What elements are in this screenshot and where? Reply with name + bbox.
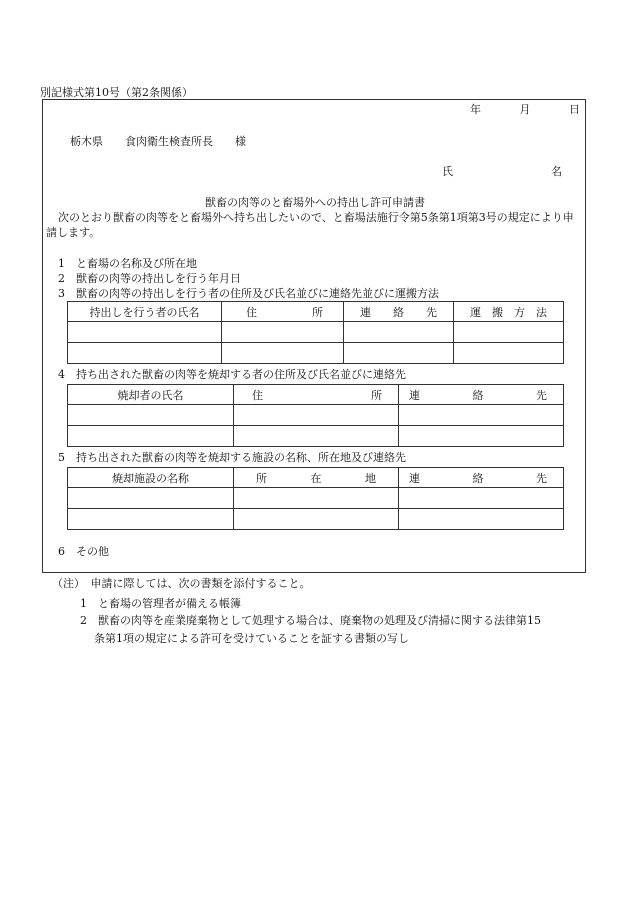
facility-col-location-c: 地 [365, 471, 376, 485]
table-row [68, 322, 564, 343]
note-2-continued: 条第1項の規定による許可を受けていることを証する書類の写し [94, 632, 409, 645]
facility-col-location [234, 468, 399, 488]
carrier-col-transport: 運 搬 方 法 [454, 302, 564, 322]
incinerator-col-address-a: 住 [252, 388, 263, 402]
applicant-given-label: 名 [551, 165, 562, 178]
incinerator-col-contact [399, 385, 564, 405]
facility-name-cell[interactable] [68, 488, 234, 509]
facility-location-cell[interactable] [234, 488, 399, 509]
incinerator-person-table [67, 384, 564, 447]
facility-col-contact-b: 絡 [472, 471, 484, 485]
carrier-transport-cell[interactable] [454, 322, 564, 343]
item-1: 1 と畜場の名称及び所在地 [58, 257, 197, 270]
date-day: 日 [569, 103, 580, 116]
table-row [68, 509, 564, 530]
carrier-transport-cell[interactable] [454, 343, 564, 364]
incinerator-col-contact-b: 絡 [472, 388, 484, 402]
facility-name-cell[interactable] [68, 509, 234, 530]
addressee-prefecture: 栃木県 [70, 135, 103, 148]
incinerator-col-name: 焼却者の氏名 [68, 385, 234, 405]
note-2: 2 獣畜の肉等を産業廃棄物として処理する場合は、廃棄物の処理及び清掃に関する法律第15 [80, 614, 541, 627]
addressee-office: 食肉衛生検査所長 [125, 135, 213, 148]
incinerator-contact-cell[interactable] [399, 426, 564, 447]
item-3: 3 獣畜の肉等の持出しを行う者の住所及び氏名並びに連絡先並びに運搬方法 [58, 287, 439, 300]
incinerator-address-cell[interactable] [234, 426, 399, 447]
item-5: 5 持ち出された獣畜の肉等を焼却する施設の名称、所在地及び連絡先 [58, 451, 406, 464]
notes-header: （注） 申請に際しては、次の書類を添付すること。 [52, 577, 311, 590]
applicant-family-label: 氏 [442, 165, 453, 178]
carrier-contact-cell[interactable] [344, 322, 454, 343]
facility-table [67, 467, 564, 530]
incinerator-col-contact-a: 連 [409, 388, 420, 402]
facility-col-contact-a: 連 [409, 471, 420, 485]
addressee [70, 135, 268, 149]
document-title: 獣畜の肉等のと畜場外への持出し許可申請書 [205, 196, 425, 209]
form-label: 別記様式第10号（第2条関係） [40, 86, 193, 99]
addressee-honorific: 様 [235, 135, 246, 148]
carrier-col-address-b: 所 [312, 305, 323, 319]
carrier-col-address-a: 住 [246, 305, 257, 319]
incinerator-name-cell[interactable] [68, 405, 234, 426]
incinerator-col-address [234, 385, 399, 405]
incinerator-address-cell[interactable] [234, 405, 399, 426]
incinerator-col-contact-c: 先 [536, 388, 547, 402]
carrier-address-cell[interactable] [222, 322, 344, 343]
facility-col-location-b: 在 [310, 471, 322, 485]
carrier-col-name: 持出しを行う者の氏名 [68, 302, 222, 322]
body-text: 次のとおり獣畜の肉等をと畜場外へ持ち出したいので、と畜場法施行令第5条第1項第3号の規定により申請します。 [46, 211, 574, 239]
table-row [68, 426, 564, 447]
item-2: 2 獣畜の肉等の持出しを行う年月日 [58, 272, 241, 285]
facility-contact-cell[interactable] [399, 488, 564, 509]
facility-col-location-a: 所 [256, 471, 267, 485]
date-month: 月 [519, 103, 531, 116]
carrier-name-cell[interactable] [68, 343, 222, 364]
table-row [68, 405, 564, 426]
carrier-name-cell[interactable] [68, 322, 222, 343]
facility-col-contact-c: 先 [536, 471, 547, 485]
carrier-col-address [222, 302, 344, 322]
facility-col-name: 焼却施設の名称 [68, 468, 234, 488]
incinerator-col-address-b: 所 [371, 388, 382, 402]
table-row [68, 343, 564, 364]
item-6: 6 その他 [58, 545, 109, 558]
item-4: 4 持ち出された獣畜の肉等を焼却する者の住所及び氏名並びに連絡先 [58, 368, 406, 381]
carrier-address-cell[interactable] [222, 343, 344, 364]
date-year: 年 [470, 103, 481, 116]
facility-contact-cell[interactable] [399, 509, 564, 530]
table-row [68, 488, 564, 509]
incinerator-name-cell[interactable] [68, 426, 234, 447]
carrier-col-contact: 連 絡 先 [344, 302, 454, 322]
incinerator-contact-cell[interactable] [399, 405, 564, 426]
facility-col-contact [399, 468, 564, 488]
carrier-table [67, 301, 564, 364]
facility-location-cell[interactable] [234, 509, 399, 530]
carrier-contact-cell[interactable] [344, 343, 454, 364]
applicant-name-row [442, 165, 562, 179]
note-1: 1 と畜場の管理者が備える帳簿 [80, 597, 241, 610]
date-row [470, 103, 580, 117]
